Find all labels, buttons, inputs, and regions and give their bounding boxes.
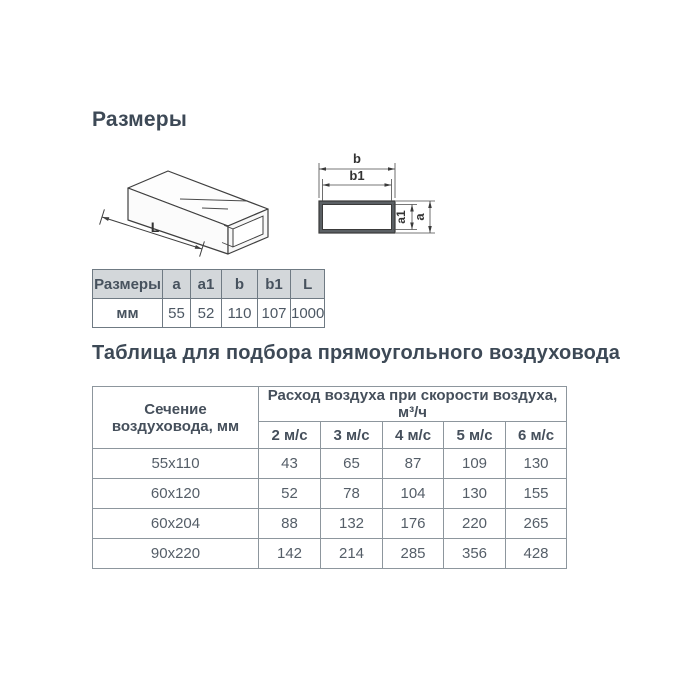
flow-cell: 87 [383,449,444,479]
dims-value-a: 55 [163,299,191,328]
flow-cell: 52 [259,479,321,509]
inner-height-label: a1 [394,210,408,224]
section-cell: 90x220 [93,539,259,569]
section-cell: 55x110 [93,449,259,479]
dims-header-a1: a1 [191,270,222,299]
flow-cell: 88 [259,509,321,539]
dims-header-sizes: Размеры [93,270,163,299]
flow-cell: 130 [444,479,506,509]
dims-header-b1: b1 [258,270,291,299]
flow-cell: 356 [444,539,506,569]
dims-header-a: a [163,270,191,299]
length-label: L [150,219,160,235]
flow-cell: 132 [321,509,383,539]
flow-cell: 104 [383,479,444,509]
inner-width-label: b1 [349,168,365,183]
section-cell: 60x204 [93,509,259,539]
dims-value-a1: 52 [191,299,222,328]
dims-header-b: b [222,270,258,299]
flow-cell: 65 [321,449,383,479]
flow-cell: 220 [444,509,506,539]
dims-value-b1: 107 [258,299,291,328]
duct-3d-drawing [85,148,300,266]
table-row [93,509,567,539]
flow-cell: 78 [321,479,383,509]
speed-header-3: 3 м/с [321,422,383,449]
dimensions-table-value-row [93,299,325,328]
dimensions-section-title: Размеры [92,108,187,131]
selection-section-title: Таблица для подбора прямоугольного воздуховода [92,342,621,364]
table-row [93,449,567,479]
duct-wall-inner [323,205,392,230]
dimensions-table [92,269,325,328]
flow-cell: 109 [444,449,506,479]
dims-value-L: 1000 [291,299,325,328]
flow-cell: 130 [506,449,567,479]
speed-header-6: 6 м/с [506,422,567,449]
flow-cell: 43 [259,449,321,479]
speed-header-5: 5 м/с [444,422,506,449]
table-row [93,539,567,569]
speed-header-2: 2 м/с [259,422,321,449]
selection-table-group-header-row [93,387,567,422]
section-column-header: Сечение воздуховода, мм [93,387,259,449]
flow-cell: 285 [383,539,444,569]
flow-group-header: Расход воздуха при скорости воздуха, м³/ч [259,387,567,422]
dims-unit-label: мм [93,299,163,328]
dimensions-table-header-row [93,270,325,299]
flow-cell: 265 [506,509,567,539]
outer-width-label: b [353,151,361,166]
dims-header-L: L [291,270,325,299]
table-row [93,479,567,509]
speed-header-4: 4 м/с [383,422,444,449]
outer-height-label: a [412,213,427,221]
duct-selection-table [92,386,567,569]
flow-cell: 155 [506,479,567,509]
flow-cell: 176 [383,509,444,539]
duct-cross-section-drawing [305,148,450,266]
section-cell: 60x120 [93,479,259,509]
flow-cell: 142 [259,539,321,569]
flow-cell: 214 [321,539,383,569]
duct-body [128,171,268,254]
dims-value-b: 110 [222,299,258,328]
flow-cell: 428 [506,539,567,569]
